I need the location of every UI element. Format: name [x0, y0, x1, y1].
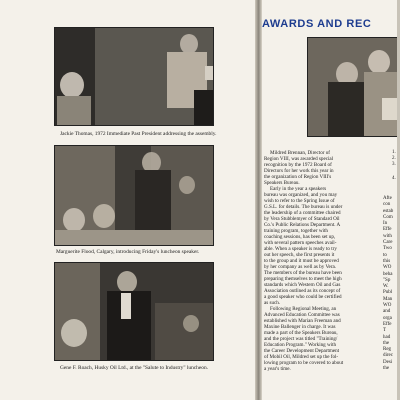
column-fragment: In	[383, 221, 388, 227]
column-fragment: Desi	[383, 359, 393, 365]
article-line: to the group and it must be approved	[264, 258, 339, 264]
article-line: made a part of the Speakers Bureau,	[264, 330, 338, 336]
article-line: Mildred Brennan, Director of	[270, 150, 330, 156]
article-line: Advanced Education Committee was	[264, 312, 340, 318]
article-line: Region VIII, was awarded special	[264, 156, 334, 162]
column-fragment: and	[383, 309, 391, 315]
article-line: established with Marian Freeman and	[264, 318, 341, 324]
article-line: recognition by the 1972 Board of	[264, 162, 332, 168]
article-line: Speakers Bureau.	[264, 180, 300, 186]
column-fragment: W.	[383, 284, 389, 290]
column-fragment: the	[383, 340, 390, 346]
page-gutter	[255, 0, 262, 400]
article-line: and the project was titled "Training/	[264, 336, 338, 342]
article-line: coaching sessions, has been set up,	[264, 234, 336, 240]
column-fragment: Man	[383, 296, 393, 302]
article-line: the organization of Region VIII's	[264, 174, 332, 180]
list-number: 1.	[392, 150, 396, 155]
column-fragment: Two	[383, 246, 392, 252]
list-number: 4.	[392, 176, 396, 181]
column-fragment: WO	[383, 303, 392, 309]
article-line: able. When a speaker is ready to try	[264, 246, 337, 252]
column-fragment: direc	[383, 353, 393, 359]
article-line: of Mobil Oil, Mildred set up the fol-	[264, 354, 339, 360]
article-line: the Career Development Department	[264, 348, 340, 354]
article-line: Co.'s Public Relations Department. A	[264, 222, 341, 228]
section-heading: AWARDS AND REC	[262, 18, 372, 30]
column-fragment: had	[383, 334, 391, 340]
column-fragment: Care	[383, 240, 393, 246]
photo-marguerite-flood	[54, 145, 214, 246]
article-line: Early in the year a speakers	[270, 186, 327, 192]
column-fragment: this	[383, 258, 391, 264]
cutoff-column-fragments	[383, 196, 393, 372]
column-fragment: WO	[383, 265, 392, 271]
article-line: Directors for her work this year in	[264, 168, 334, 174]
article-line: Following Regional Meeting, an	[270, 306, 337, 312]
column-fragment: with	[383, 233, 392, 239]
article-line: lowing program to be covered to about	[264, 360, 344, 366]
column-fragment: Effe	[383, 227, 392, 233]
article-line: out her speech, she first presents it	[264, 252, 335, 258]
column-fragment: Afte	[383, 196, 392, 201]
article-line: The members of the bureau have been	[264, 270, 342, 276]
article-line: a good speaker who could be certified	[264, 294, 342, 300]
article-line: Association outlined as its concept of	[264, 288, 341, 294]
column-fragment: con	[383, 202, 391, 208]
column-fragment: orga	[383, 315, 392, 321]
article-line: the leadership of a committee chaired	[264, 210, 341, 216]
photo-jackie-thomas	[54, 27, 214, 126]
list-number: 3.	[392, 162, 396, 167]
article-line: with several pattern speeches avail-	[264, 240, 337, 246]
column-fragment: T	[383, 328, 387, 334]
photo2-caption: Marguerite Flood, Calgary, introducing Friday's luncheon speaker.	[56, 249, 200, 255]
article-line: G.S.L. for details. The bureau is under	[264, 204, 343, 210]
column-fragment: estab	[383, 208, 394, 214]
article-line: wish to refer to the Spring Issue of	[264, 198, 335, 204]
column-fragment: the	[383, 366, 390, 372]
column-fragment: Publ	[383, 290, 393, 296]
column-fragment: to	[383, 252, 387, 258]
article-line: preparing themselves to meet the high	[264, 276, 342, 282]
article-line: as such.	[264, 300, 281, 306]
article-line: Education Program." Working with	[264, 342, 337, 348]
column-fragment: Reg	[383, 347, 392, 353]
article-line: standards which Western Oil and Gas	[264, 282, 341, 288]
article-line: training program, together with	[264, 228, 328, 234]
column-fragment: beha	[383, 271, 393, 277]
list-number: 2.	[392, 156, 396, 161]
article-line: bureau was organized, and you may	[264, 192, 338, 198]
article-line: Maxine Ballenger in charge. It was	[264, 324, 336, 330]
photo-gene-roach	[54, 262, 214, 361]
article-column	[264, 150, 382, 372]
photo1-caption: Jackie Thomas, 1972 Immediate Past President addressing the assembly.	[60, 131, 217, 137]
column-fragment: Effe	[383, 321, 392, 327]
photo3-caption: Gene F. Roach, Husky Oil Ltd., at the "Salute to Industry" luncheon.	[60, 365, 208, 371]
article-line: by Vera Stubblemyer of Standard Oil	[264, 216, 340, 222]
article-line: a year's time.	[264, 366, 291, 372]
column-fragment: "Sp	[383, 277, 391, 283]
photo-award-recipients	[307, 37, 400, 137]
column-fragment: Com	[383, 214, 393, 220]
article-line: by her company as well as by Vera.	[264, 264, 337, 270]
